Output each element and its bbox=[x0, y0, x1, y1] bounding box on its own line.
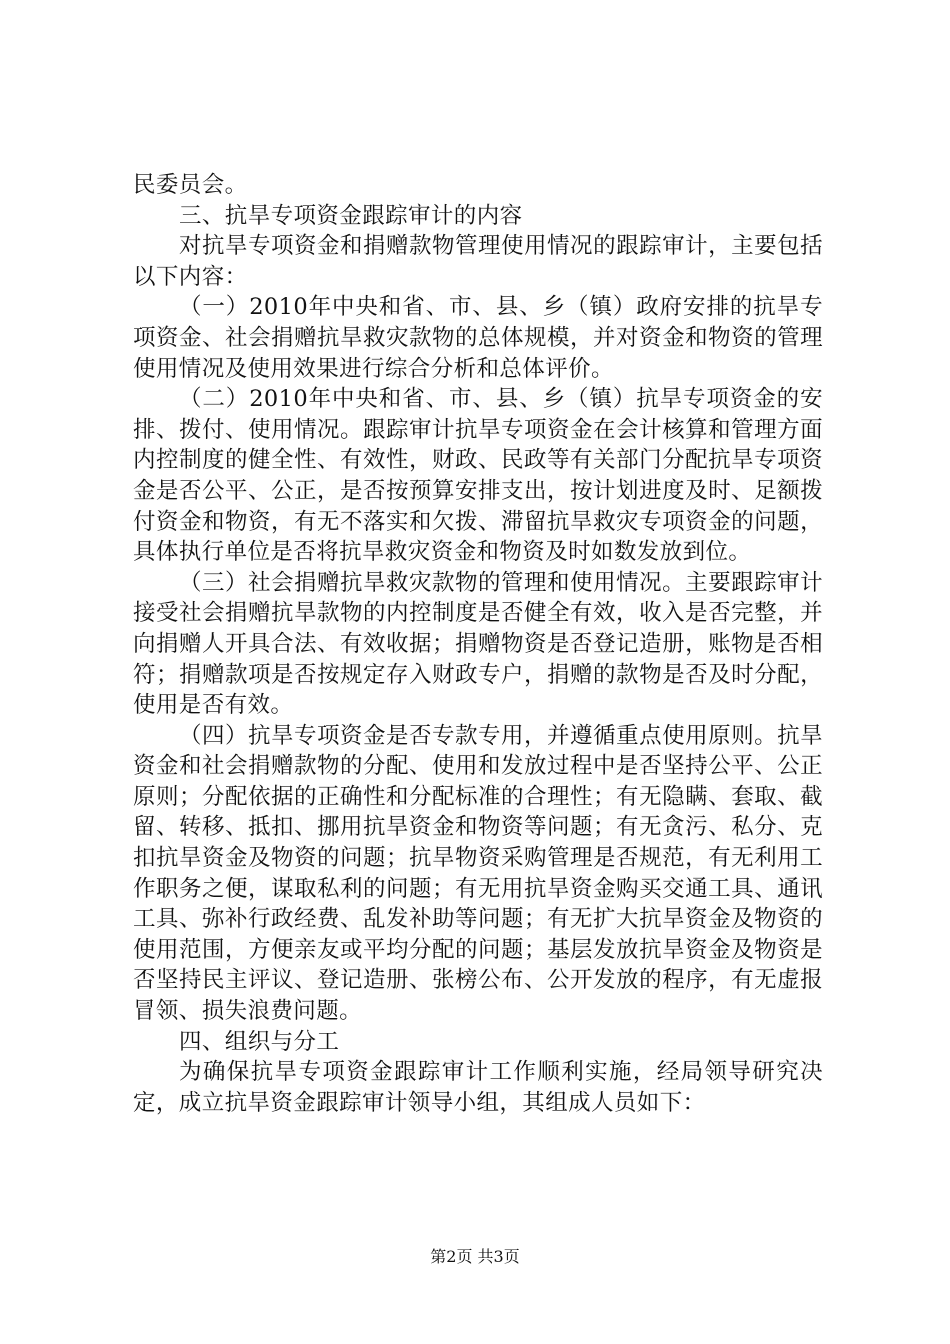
section-heading-3: 三、抗旱专项资金跟踪审计的内容 bbox=[179, 202, 523, 229]
paragraph-item-2: （二）2010年中央和省、市、县、乡（镇）抗旱专项资金的安排、拨付、使用情况。跟踪审计抗旱专项资金在会计核算和管理方面内控制度的健全性、有效性，财政、民政等有关部门分配抗旱专项资金是否公平、公正，是否按预算安排支出，按计划进度及时、足额拨付资金和物资，有无不落实和欠拨、滞留抗旱救灾专项资金的问题，具体执行单位是否将抗旱救灾资金和物资及时如数发放到位。 bbox=[133, 386, 823, 566]
paragraph-item-1: （一）2010年中央和省、市、县、乡（镇）政府安排的抗旱专项资金、社会捐赠抗旱救灾款物的总体规模，并对资金和物资的管理使用情况及使用效果进行综合分析和总体评价。 bbox=[133, 294, 823, 382]
paragraph-item-3: （三）社会捐赠抗旱救灾款物的管理和使用情况。主要跟踪审计接受社会捐赠抗旱款物的内控制度是否健全有效，收入是否完整，并向捐赠人开具合法、有效收据；捐赠物资是否登记造册，账物是否相符；捐赠款项是否按规定存入财政专户，捐赠的款物是否及时分配，使用是否有效。 bbox=[133, 569, 823, 719]
paragraph-intro: 对抗旱专项资金和捐赠款物管理使用情况的跟踪审计，主要包括以下内容： bbox=[133, 233, 823, 290]
document-body bbox=[133, 170, 823, 1118]
paragraph-organization: 为确保抗旱专项资金跟踪审计工作顺利实施，经局领导研究决定，成立抗旱资金跟踪审计领导小组，其组成人员如下： bbox=[133, 1059, 823, 1116]
paragraph-continuation: 民委员会。 bbox=[133, 172, 248, 198]
paragraph-item-4: （四）抗旱专项资金是否专款专用，并遵循重点使用原则。抗旱资金和社会捐赠款物的分配、使用和发放过程中是否坚持公平、公正原则；分配依据的正确性和分配标准的合理性；有无隐瞒、套取、截留、转移、抵扣、挪用抗旱资金和物资等问题；有无贪污、私分、克扣抗旱资金及物资的问题；抗旱物资采购管理是否规范，有无利用工作职务之便，谋取私利的问题；有无用抗旱资金购买交通工具、通讯工具、弥补行政经费、乱发补助等问题；有无扩大抗旱资金及物资的使用范围，方便亲友或平均分配的问题；基层发放抗旱资金及物资是否坚持民主评议、登记造册、张榜公布、公开发放的程序，有无虚报冒领、损失浪费问题。 bbox=[133, 722, 823, 1025]
section-heading-4: 四、组织与分工 bbox=[179, 1028, 340, 1055]
page-footer: 第2页 共3页 bbox=[430, 1247, 520, 1266]
